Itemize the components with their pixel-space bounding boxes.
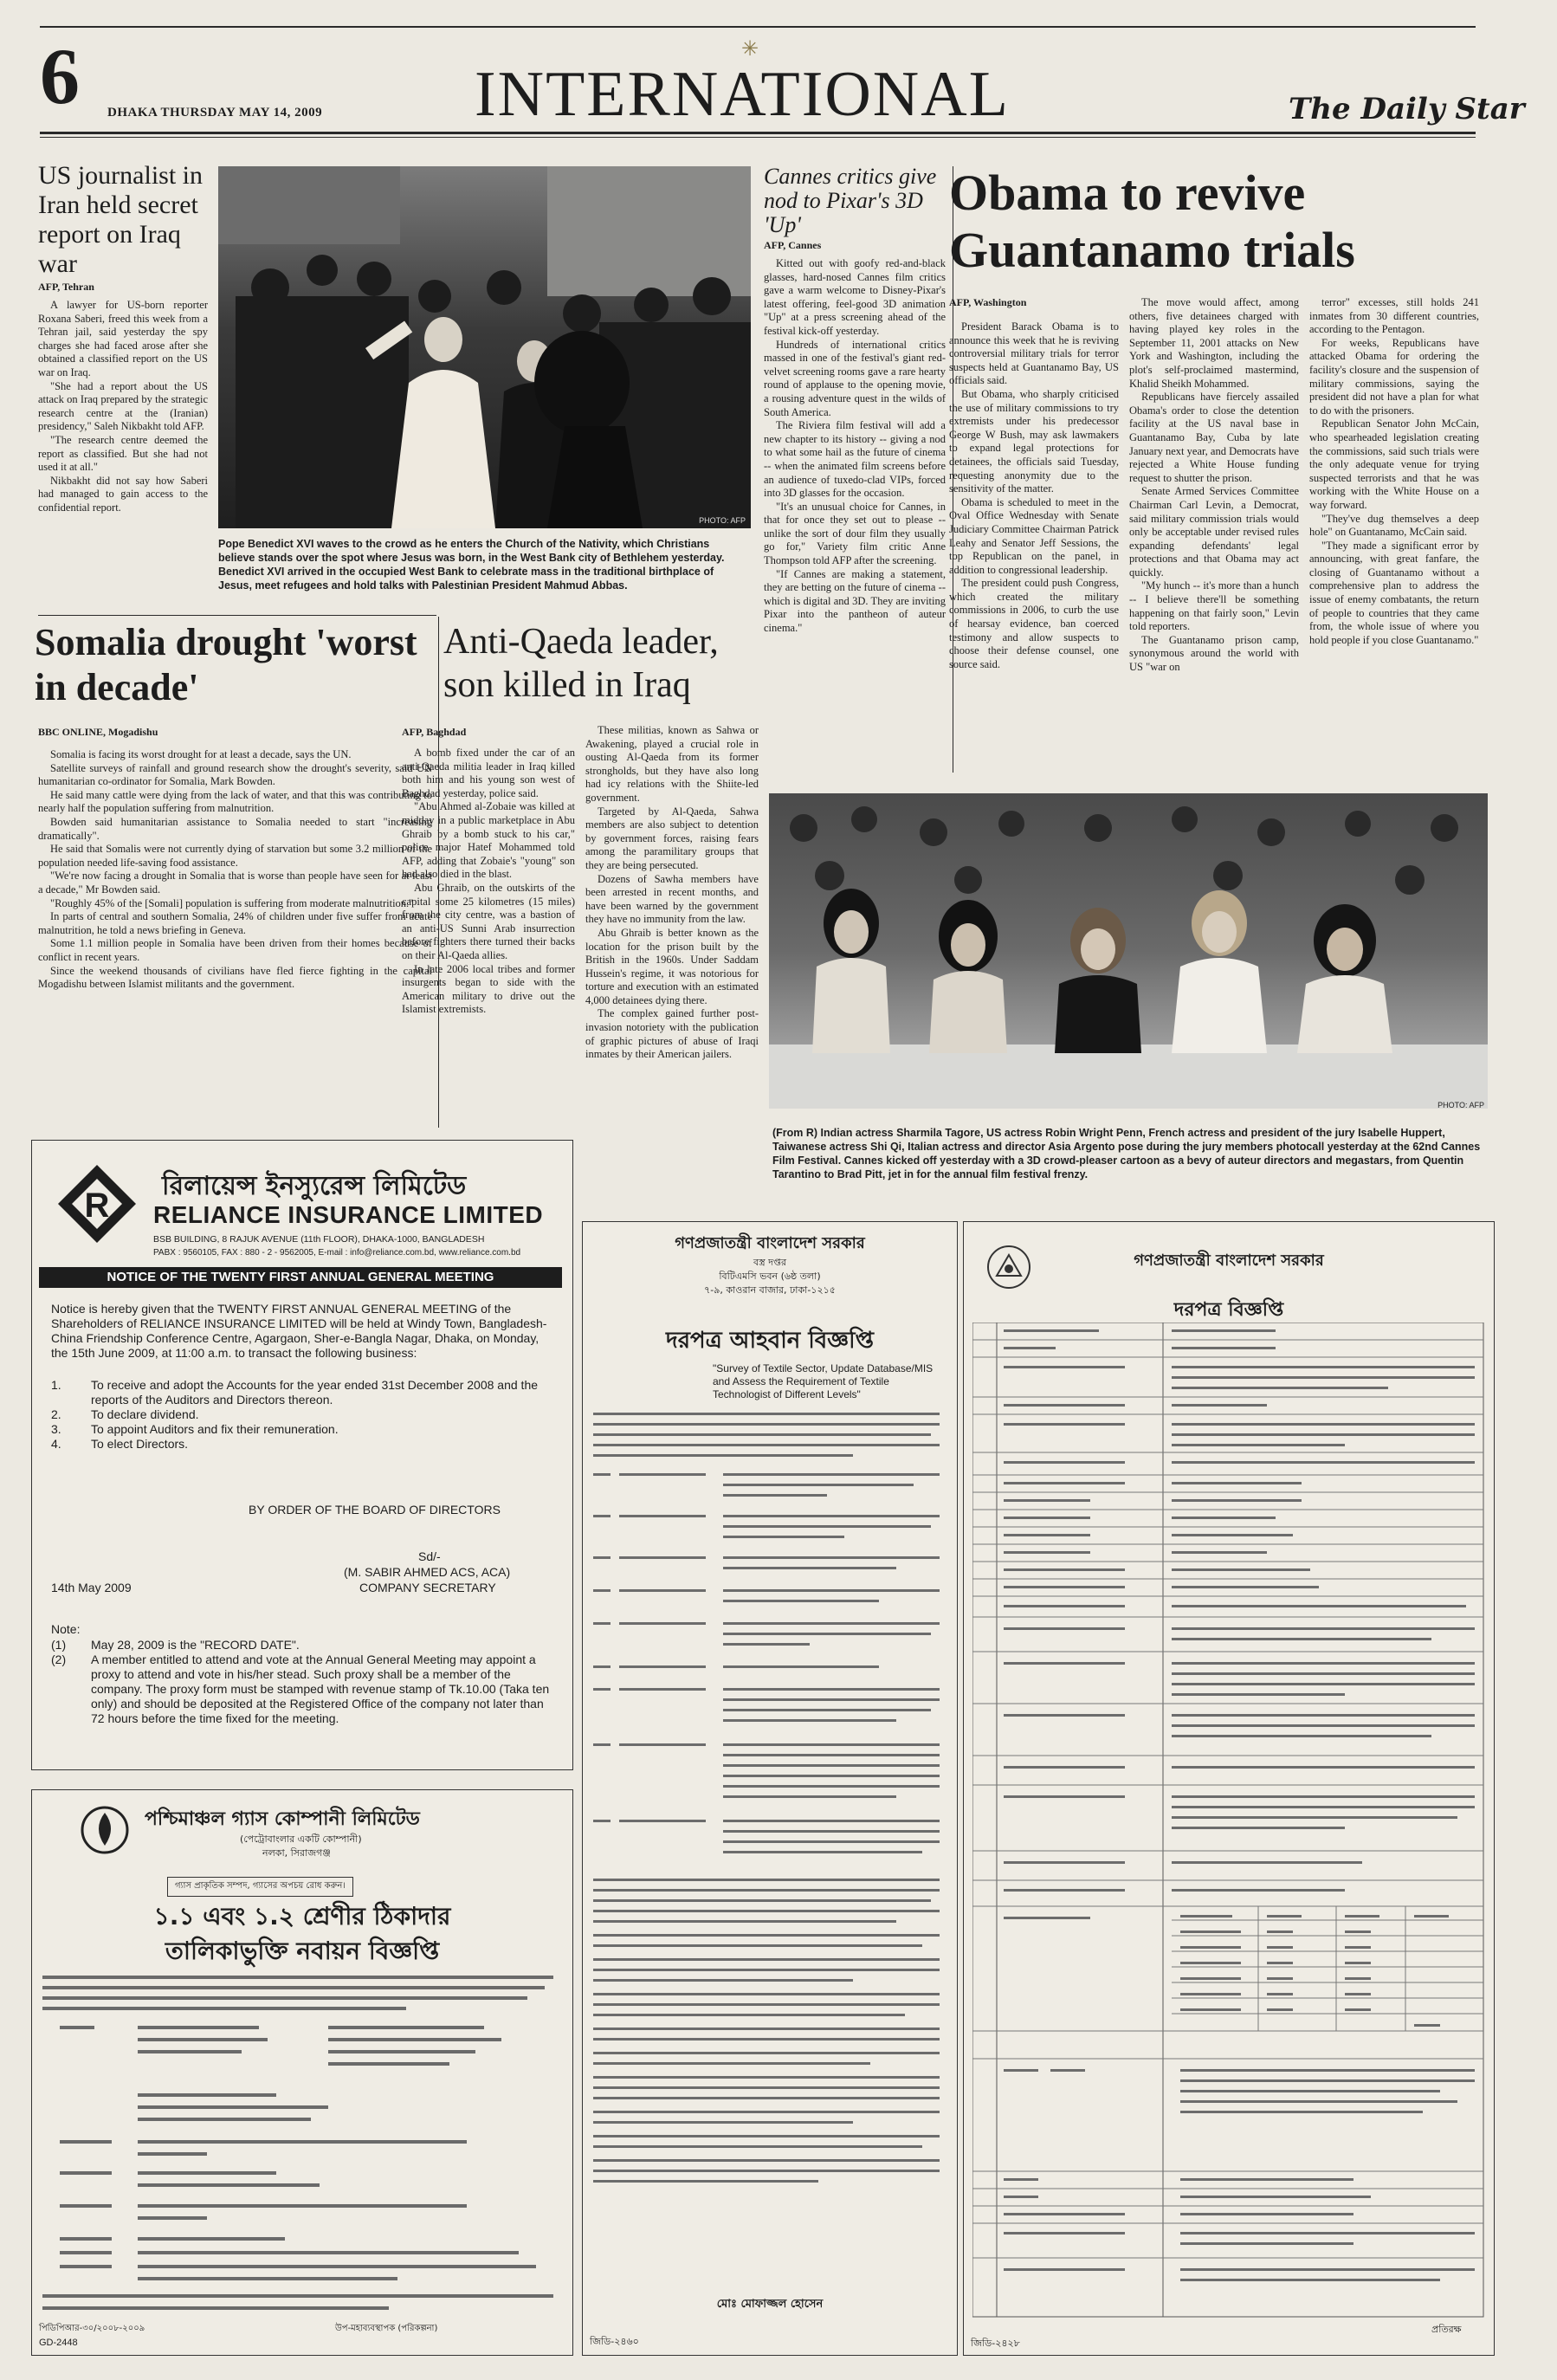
gas-footer-ref: পিডিপিআর-৩০/২০০৮-২০০৯ <box>39 2324 145 2333</box>
agenda-item: 2. To declare dividend. <box>51 1407 199 1421</box>
paper-name: The Daily Star <box>1289 92 1525 126</box>
note-label: Note: <box>51 1622 81 1636</box>
agenda-list <box>51 1378 555 1452</box>
photo-credit: PHOTO: AFP <box>1437 1101 1484 1109</box>
notice-date: 14th May 2009 <box>51 1581 132 1594</box>
obama-col-2: The move would affect, among others, five detainees charged with having played key roles in the September 11, 2001 attacks on New York and Washington, including the plot's self-proclaimed mastermind, Khalid Sheikh Mohammed. Republicans have fiercely assailed Obama's order to close the detention facility at the US naval base in Guantanamo Bay, Cuba by late January next year, and Democrats have rejected a White House funding request to shutter the prison. Senate Armed Services Committee Chairman Carl Levin, a Democrat, said military commission trials would only be acceptable under revised rules expanding defendants' legal protections and that Obama may act quickly. "My hunch -- it's more than a hunch -- I believe there'll be something happening on that fairly soon," Levin told reporters. The Guantanamo prison camp, synonymous around the world with US "war on <box>1129 296 1299 674</box>
pope-photo <box>218 166 751 528</box>
signatory: (M. SABIR AHMED ACS, ACA) <box>344 1565 511 1579</box>
reliance-bangla-name: রিলায়েন্স ইনস্যুরেন্স লিমিটেড <box>162 1171 467 1201</box>
reliance-name: RELIANCE INSURANCE LIMITED <box>153 1201 544 1228</box>
headline: Cannes critics give nod to Pixar's 3D 'Up' <box>764 164 937 237</box>
alqaeda-byline: AFP, Baghdad <box>402 726 467 738</box>
gas-company-place: নলকা, সিরাজগঞ্জ <box>262 1847 331 1859</box>
cannes-jury-photo <box>769 793 1488 1109</box>
defence-signer-label: প্রতিরক্ষ <box>1431 2324 1462 2335</box>
gas-slogan: গ্যাস প্রাকৃতিক সম্পদ, গ্যাসের অপচয় রোধ করুন। <box>167 1877 353 1897</box>
obama-col-3: terror" excesses, still holds 241 inmates from 30 different countries, according to the Pentagon. For weeks, Republicans have attacked Obama for ordering the facility's closure and the suspension of military commissions, saying the president did not have a plan for what to do with the prisoners. Republican Senator John McCain, who spearheaded legislation creating the commissions, said such trials were the only adequate venue for trying suspected terrorists and that he was working with the White House on a way forward. "They've dug themselves a deep hole" on Guantanamo, McCain said. "They made a significant error by announcing, with great fanfare, the closing of Guantanamo without a comprehensive plan to address the issue of enemy combatants, the return of people to countries that they came from, the whole issue of where you hold people if you close Guantanamo." <box>1309 296 1479 646</box>
reliance-ad <box>31 1140 573 1770</box>
gas-footer-signer: উপ-মহাব্যবস্থাপক (পরিকল্পনা) <box>335 2324 438 2333</box>
agenda-item: 4. To elect Directors. <box>51 1437 189 1451</box>
somalia-byline: BBC ONLINE, Mogadishu <box>38 726 158 738</box>
page-number: 6 <box>40 32 80 120</box>
note-item: (1) May 28, 2009 is the "RECORD DATE". <box>51 1638 300 1652</box>
story-cannes <box>764 165 946 636</box>
agenda-item: 3. To appoint Auditors and fix their remuneration. <box>51 1422 339 1436</box>
gas-title-1: ১.১ এবং ১.২ শ্রেণীর ঠিকাদার <box>153 1902 451 1931</box>
story-iran <box>38 161 208 515</box>
masthead-rule-thin <box>40 137 1476 138</box>
byline: AFP, Tehran <box>38 281 94 293</box>
agenda-item: 1. To receive and adopt the Accounts for the year ended 31st December 2008 and the reports of the Auditors and Directors thereon. <box>51 1378 539 1407</box>
notice-intro: Notice is hereby given that the TWENTY FIRST ANNUAL GENERAL MEETING of the Shareholders of RELIANCE INSURANCE LIMITED will be held at Windy Town, Bangladesh-China Friendship Conference Centre, Agargaon, Sher-e-Bangla Nagar, Dhaka, on Monday, the 15th June 2009, at 11:00 a.m. to transact the following business: <box>51 1302 547 1360</box>
gas-company-name: পশ্চিমাঞ্চল গ্যাস কোম্পানী লিমিটেড <box>145 1808 420 1830</box>
section-star-icon: ✳ <box>741 38 759 61</box>
article-body: A lawyer for US-born reporter Roxana Saberi, freed this week from a Tehran jail, said yesterday the spy charges she had faced arose after she obtained a classified report on the US war on Iraq. "She had a report about the US attack on Iraq prepared by the strategic research centre at the (Iranian) presidency," Saleh Nikbakht told AFP. "The research centre deemed the report as classified. But she had not used it at all." Nikbakht did not say how Saberi had managed to gain access to the confidential report. <box>38 299 208 514</box>
alqaeda-col-1: A bomb fixed under the car of an anti-Qaeda militia leader in Iraq killed both him and his young son west of Baghdad yesterday, police said. "Abu Ahmed al-Zobaie was killed at midday in a public marketplace in Abu Ghraib by a bomb stuck to his car," police major Hatef Mohammed told AFP, adding that Zobaie's "young" son had also died in the blast. Abu Ghraib, on the outskirts of the capital some 25 kilometres (15 miles) from the city centre, was a bastion of an anti-US Sunni Arab insurrection before fighters there turned their backs on their Al-Qaeda allies. In late 2006 local tribes and former insurgents began to side with the American military to drive out the Islamist extremists. <box>402 747 575 1016</box>
alqaeda-headline: Anti-Qaeda leader, son killed in Iraq <box>443 622 719 705</box>
signatory-designation: COMPANY SECRETARY <box>359 1581 496 1594</box>
article-body: Kitted out with goofy red-and-black glasses, hard-nosed Cannes film critics gave a warm welcome to Disney-Pixar's latest offering, feel-good 3D animation "Up" at a press screening ahead of the festival kick-off yesterday. Hundreds of international critics massed in one of the festival's giant red-velvet screening rooms gave a rare hearty round of applause to the opening movie, a rousing adventure quest in the wilds of South America. The Riviera film festival will add a new chapter to its history -- giving a nod to what some hail as the future of cinema -- when the animated film screens before an audience of tuxedo-clad VIPs, forced into 3D glasses for the occasion. "It's an unusual choice for Cannes, in that for once they set out to please -- unlike the sort of dour film they usually go for," Variety film critic Anne Thompson told AFP after the screening. "If Cannes are making a statement, they are betting on the future of cinema -- which is digital and 3D. They are inviting Pixar into the pantheon of auteur cinema." <box>764 257 946 635</box>
sd-mark: Sd/- <box>418 1549 441 1563</box>
reliance-address: BSB BUILDING, 8 RAJUK AVENUE (11th FLOOR), DHAKA-1000, BANGLADESH <box>153 1234 485 1245</box>
tender-office: বস্ত্র দপ্তর <box>753 1257 787 1268</box>
headline: US journalist in Iran held secret report on Iraq war <box>38 161 204 278</box>
obama-headline: Obama to revive Guantanamo trials <box>949 165 1355 278</box>
masthead-rule <box>40 132 1476 134</box>
somalia-rule <box>38 615 436 616</box>
obama-byline: AFP, Washington <box>949 296 1027 308</box>
gas-title-2: তালিকাভুক্তি নবায়ন বিজ্ঞপ্তি <box>165 1937 440 1965</box>
gas-company-sub: (পেট্রোবাংলার একটি কোম্পানী) <box>240 1834 362 1845</box>
svg-text:R: R <box>84 1187 110 1225</box>
section-title: INTERNATIONAL <box>475 59 1010 130</box>
somalia-headline: Somalia drought 'worst in decade' <box>35 621 417 708</box>
notice-title-bar: NOTICE OF THE TWENTY FIRST ANNUAL GENERAL MEETING <box>39 1267 562 1288</box>
defence-tender-ad <box>963 1221 1495 2356</box>
tender-title: দরপত্র আহবান বিজ্ঞপ্তি <box>666 1328 874 1354</box>
jury-caption: (From R) Indian actress Sharmila Tagore, US actress Robin Wright Penn, French actress and president of the jury Isabelle Huppert, Taiwanese actress Shi Qi, Italian actress and director Asia Argento pose during the jury members photocall yesterday at the 62nd Cannes Film Festival. Cannes kicked off yesterday with a 3D crowd-pleaser cartoon as a bevy of auteur directors and megastars, from Quentin Tarantino to Brad Pitt, jet in for the annual film festival frenzy. <box>772 1127 1481 1180</box>
tender-address: ৭-৯, কাওরান বাজার, ঢাকা-১২১৫ <box>704 1284 836 1296</box>
reliance-logo-icon <box>55 1161 139 1246</box>
gas-company-ad <box>31 1789 573 2356</box>
board-order: BY ORDER OF THE BOARD OF DIRECTORS <box>249 1503 501 1517</box>
defence-code: জিডি-২৪২৮ <box>971 2338 1020 2349</box>
alqaeda-col-2: These militias, known as Sahwa or Awakening, played a crucial role in ousting Al-Qaeda from its former strongholds, but they have also long had icy relations with the Shiite-led government. Targeted by Al-Qaeda, Sahwa members are also subject to detention by government forces, raising fears among the paramilitary groups that they are being persecuted. Dozens of Sawha members have been arrested in recent months, and have been warned by the government they have no immunity from the law. Abu Ghraib is better known as the location for the prison built by the British in the 1960s. Under Saddam Hussein's regime, it was notorious for torture and execution with an estimated 4,000 detainees dying there. The complex gained further post-invasion notoriety with the publication of graphic pictures of abuse of Iraqi inmates by their American jailers. <box>585 724 759 1061</box>
pope-caption: Pope Benedict XVI waves to the crowd as he enters the Church of the Nativity, which Christians believe stands over the spot where Jesus was born, in the West Bank city of Bethlehem yesterday. Benedict XVI arrived in the occupied West Bank to celebrate mass in the traditional birthplace of Jesus, meet refugees and hold talks with Palestinian President Mahmud Abbas. <box>218 538 725 592</box>
photo-credit: PHOTO: AFP <box>699 516 746 525</box>
tender-building: বিটিএমসি ভবন (৬ষ্ঠ তলা) <box>719 1271 821 1282</box>
top-rule <box>40 26 1476 28</box>
gas-ad-code: GD-2448 <box>39 2338 78 2348</box>
tender-table <box>972 1323 1485 2319</box>
byline: AFP, Cannes <box>764 239 822 251</box>
tender-signer: মোঃ মোফাজ্জল হোসেন <box>716 2298 824 2311</box>
gas-body-text <box>42 1972 562 2319</box>
dateline: DHAKA THURSDAY MAY 14, 2009 <box>107 106 323 120</box>
tender-project: "Survey of Textile Sector, Update Database/MIS and Assess the Requirement of Textile Technologist of Different Levels" <box>713 1362 934 1400</box>
tender-gov: গণপ্রজাতন্ত্রী বাংলাদেশ সরকার <box>675 1234 865 1252</box>
tender-code: জিডি-২৪৬০ <box>590 2336 639 2347</box>
gas-logo-icon <box>79 1804 131 1856</box>
reliance-contact: PABX : 9560105, FAX : 880 - 2 - 9562005, E-mail : info@reliance.com.bd, www.reliance.com.bd <box>153 1248 521 1258</box>
defence-title: দরপত্র বিজ্ঞপ্তি <box>1173 1299 1284 1321</box>
tender-body-text <box>593 1411 948 2277</box>
notes-list <box>51 1638 555 1726</box>
obama-col-1: President Barack Obama is to announce this week that he is reviving controversial military trials for terror suspects held at Guantanamo Bay, US officials said. But Obama, who sharply criticised the use of military commissions to try extremists under his predecessor George W Bush, may ask lawmakers to expand legal protections for detainees, the officials said Tuesday, requesting anonymity due to the sensitivity of the matter. Obama is scheduled to meet in the Oval Office Wednesday with Senate Judiciary Committee Chairman Patrick Leahy and Senator Jeff Sessions, the top Republican on the panel, in addition to congressional leadership. The president could push Congress, which created the military commissions in 2006, to curb the use of hearsay evidence, ban coerced testimony and allow suspects to choose their defense counsel, one source said. <box>949 320 1119 670</box>
note-item: (2) A member entitled to attend and vote at the Annual General Meeting may appoint a proxy to attend and vote in his/her stead. Such proxy shall be a member of the company. The proxy form must be stamped with revenue stamp of Tk.10.00 (Taka ten only) and should be deposited at the Registered Office of the company not later than 72 hours before the time fixed for the meeting. <box>51 1652 550 1725</box>
somalia-body: Somalia is facing its worst drought for at least a decade, says the UN. Satellite surveys of rainfall and ground research show the drought's severity, said UN humanitarian co-ordinator for Somalia, Mark Bowden. He said many cattle were dying from the lack of water, and that this was contributing to nearly half the population suffering from malnutrition. Bowden said humanitarian assistance to Somalia needed to start "increasing dramatically". He said that Somalis were not currently dying of starvation but some 3.2 million of the population needed life-saving food assistance. "We're now facing a drought in Somalia that is worse than people have seen for at least a decade," Mr Bowden said. "Roughly 45% of the [Somali] population is suffering from moderate malnutrition." In parts of central and southern Somalia, 24% of children under five suffer from acute malnutrition, he told a news briefing in Geneva. Some 1.1 million people in Somalia have been driven from their homes because of conflict in recent years. Since the weekend thousands of civilians have fled fierce fighting in the capital Mogadishu between Islamist militants and the government. <box>38 748 432 991</box>
defence-gov: গণপ্রজাতন্ত্রী বাংলাদেশ সরকার <box>1134 1251 1324 1270</box>
textile-tender-ad <box>582 1221 958 2356</box>
